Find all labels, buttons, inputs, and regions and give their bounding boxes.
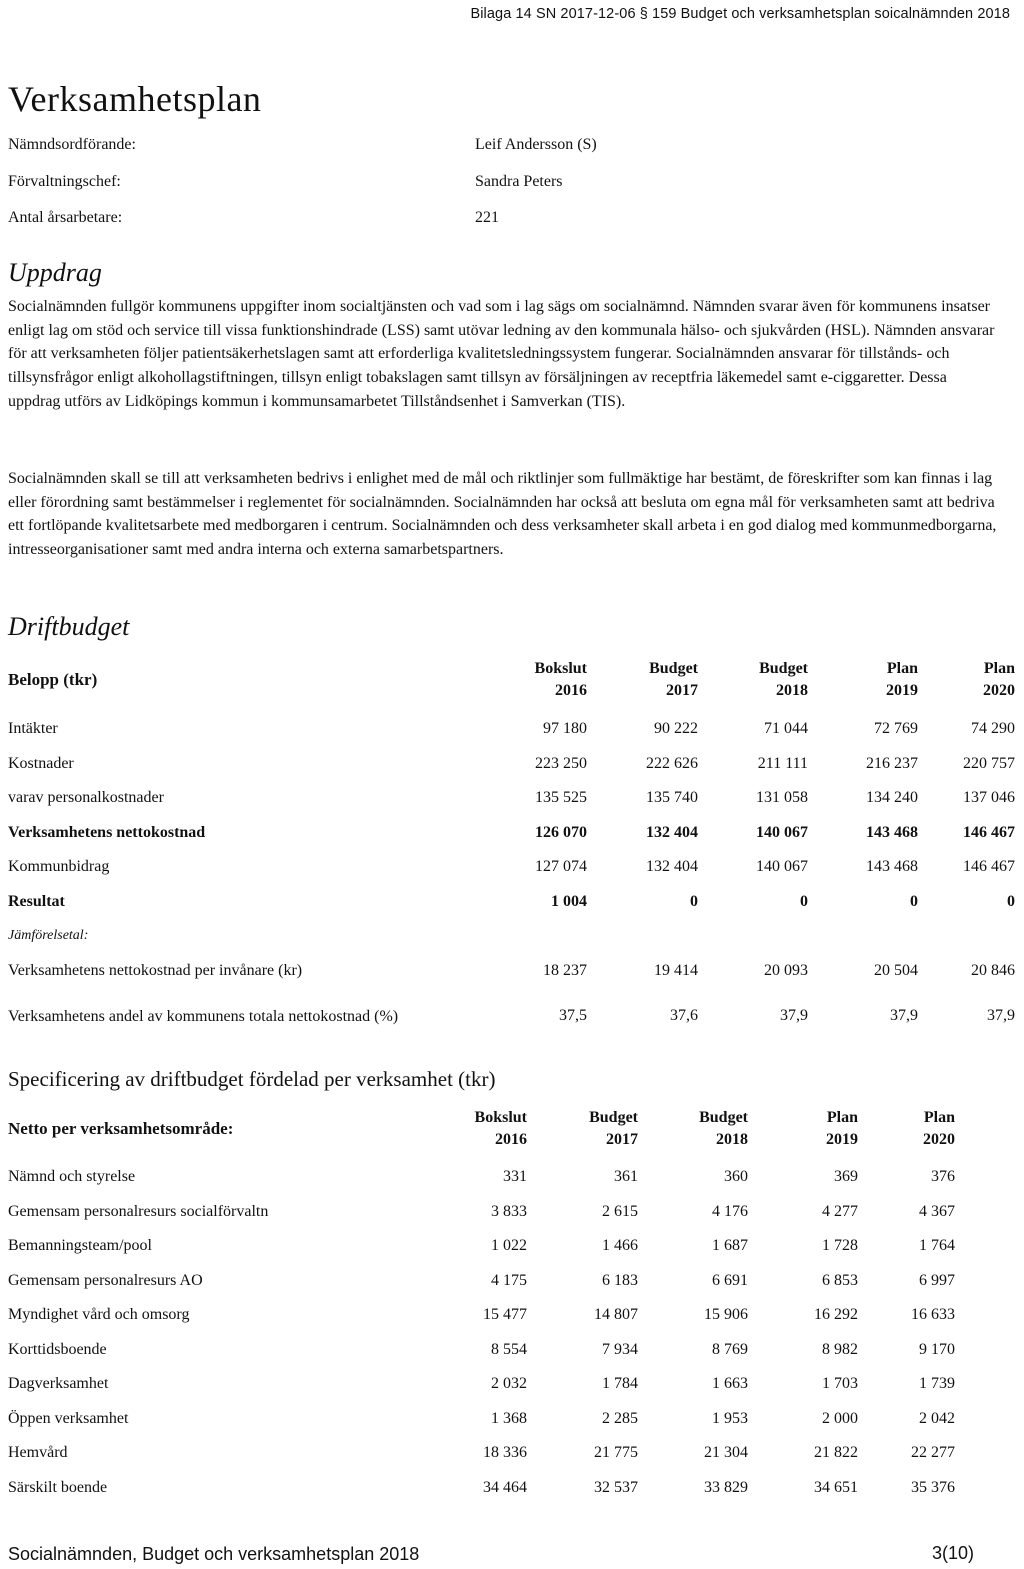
- cell-value: 146 467: [963, 823, 1015, 841]
- cell-value: 8 982: [822, 1340, 858, 1358]
- column-header-label: Netto per verksamhetsområde:: [8, 1119, 234, 1138]
- table-row: [8, 712, 1015, 747]
- table-row: [8, 1160, 955, 1195]
- row-label: Bemanningsteam/pool: [8, 1237, 152, 1255]
- cell-value: 1 368: [491, 1409, 527, 1427]
- cell-value: 6 853: [822, 1271, 858, 1289]
- table-row: [8, 1229, 955, 1264]
- table-row-subheading: [8, 919, 1015, 954]
- cell-value: 222 626: [646, 754, 698, 772]
- cell-value: 376: [931, 1168, 955, 1186]
- cell-value: 20 846: [971, 961, 1015, 979]
- cell-value: 1 739: [919, 1375, 955, 1393]
- cell-value: 2 285: [602, 1409, 638, 1427]
- table-row: [8, 850, 1015, 885]
- cell-value: 2 000: [822, 1409, 858, 1427]
- page-header: Bilaga 14 SN 2017-12-06 § 159 Budget och verksamhetsplan soicalnämnden 2018: [470, 6, 1010, 22]
- cell-value: 0: [690, 892, 698, 910]
- column-header: Budget 2018: [699, 1109, 748, 1148]
- table-row: [8, 1298, 955, 1333]
- table-row: [8, 1367, 955, 1402]
- row-label: Hemvård: [8, 1444, 68, 1462]
- cell-value: 16 292: [814, 1306, 858, 1324]
- cell-value: 22 277: [911, 1444, 955, 1462]
- footer-title: Socialnämnden, Budget och verksamhetsplan 2018: [8, 1544, 420, 1564]
- cell-value: 16 633: [911, 1306, 955, 1324]
- cell-value: 140 067: [756, 858, 808, 876]
- row-label: Gemensam personalresurs AO: [8, 1271, 203, 1289]
- specificering-heading: Specificering av driftbudget fördelad per verksamhet (tkr): [8, 1067, 496, 1091]
- page-number: 3(10): [931, 1543, 974, 1563]
- cell-value: 21 822: [814, 1444, 858, 1462]
- table-row: [8, 1195, 955, 1230]
- meta-value: Leif Andersson (S): [475, 136, 597, 153]
- cell-value: 361: [614, 1168, 638, 1186]
- cell-value: 20 093: [764, 961, 808, 979]
- cell-value: [587, 919, 698, 954]
- column-header: Plan 2019: [826, 1109, 858, 1148]
- row-label: Jämförelsetal:: [8, 928, 89, 944]
- cell-value: 1 466: [602, 1237, 638, 1255]
- cell-value: 20 504: [874, 961, 918, 979]
- cell-value: 8 554: [491, 1340, 527, 1358]
- column-header: Bokslut 2016: [474, 1109, 527, 1148]
- meta-label: Antal årsarbetare:: [8, 209, 123, 226]
- row-label: Verksamhetens nettokostnad: [8, 823, 206, 841]
- table-row: [8, 1264, 955, 1299]
- uppdrag-heading: Uppdrag: [8, 258, 102, 287]
- column-header: Plan 2020: [923, 1109, 955, 1148]
- cell-value: 15 477: [483, 1306, 527, 1324]
- cell-value: 3 833: [491, 1202, 527, 1220]
- row-label: Verksamhetens nettokostnad per invånare (kr): [8, 961, 303, 979]
- cell-value: 131 058: [756, 789, 808, 807]
- cell-value: 1 022: [491, 1237, 527, 1255]
- cell-value: 135 525: [535, 789, 587, 807]
- meta-label: Förvaltningschef:: [8, 172, 121, 190]
- cell-value: 0: [910, 892, 918, 910]
- column-header: Budget 2018: [759, 660, 808, 699]
- cell-value: 34 651: [814, 1478, 858, 1496]
- driftbudget-table: [8, 648, 1015, 1044]
- cell-value: 127 074: [535, 858, 587, 876]
- cell-value: 4 367: [919, 1202, 955, 1220]
- meta-row-head: [8, 173, 708, 210]
- cell-value: [483, 919, 587, 954]
- cell-value: 21 304: [704, 1444, 748, 1462]
- cell-value: [698, 919, 808, 954]
- cell-value: 33 829: [704, 1478, 748, 1496]
- row-label: Öppen verksamhet: [8, 1409, 129, 1427]
- row-label: Särskilt boende: [8, 1478, 108, 1496]
- cell-value: 37,9: [890, 1007, 918, 1024]
- cell-value: 331: [503, 1168, 527, 1186]
- cell-value: 15 906: [704, 1306, 748, 1324]
- cell-value: 9 170: [919, 1340, 955, 1358]
- cell-value: 0: [800, 892, 808, 910]
- cell-value: 1 764: [919, 1237, 955, 1255]
- column-header: Budget 2017: [589, 1109, 638, 1148]
- cell-value: 97 180: [543, 720, 587, 738]
- table-row: [8, 954, 1015, 989]
- table-header-row: [8, 648, 1015, 712]
- cell-value: 7 934: [602, 1340, 638, 1358]
- cell-value: 1 004: [551, 892, 587, 910]
- driftbudget-heading: Driftbudget: [8, 612, 130, 641]
- cell-value: 37,9: [780, 1007, 808, 1024]
- table-row: [8, 988, 1015, 1044]
- cell-value: 2 032: [491, 1375, 527, 1393]
- cell-value: 220 757: [963, 754, 1015, 772]
- cell-value: 1 784: [602, 1375, 638, 1393]
- table-row: [8, 1436, 955, 1471]
- cell-value: 146 467: [963, 858, 1015, 876]
- cell-value: [918, 919, 1015, 954]
- cell-value: 2 615: [602, 1202, 638, 1220]
- table-row: [8, 781, 1015, 816]
- cell-value: 71 044: [764, 720, 808, 738]
- cell-value: 4 175: [491, 1271, 527, 1289]
- cell-value: 34 464: [483, 1478, 527, 1496]
- cell-value: 134 240: [866, 789, 918, 807]
- cell-value: 369: [834, 1168, 858, 1186]
- page-title: Verksamhetsplan: [8, 79, 262, 119]
- cell-value: 223 250: [535, 754, 587, 772]
- cell-value: 21 775: [594, 1444, 638, 1462]
- cell-value: 6 691: [712, 1271, 748, 1289]
- cell-value: 1 703: [822, 1375, 858, 1393]
- column-header: Plan 2019: [886, 660, 918, 699]
- cell-value: 132 404: [646, 823, 698, 841]
- cell-value: 137 046: [963, 789, 1015, 807]
- cell-value: 1 663: [712, 1375, 748, 1393]
- cell-value: 360: [724, 1168, 748, 1186]
- specificering-table: [8, 1098, 955, 1505]
- cell-value: 211 111: [757, 754, 808, 772]
- cell-value: 74 290: [971, 720, 1015, 738]
- cell-value: 135 740: [646, 789, 698, 807]
- cell-value: 6 183: [602, 1271, 638, 1289]
- cell-value: 19 414: [654, 961, 698, 979]
- cell-value: 32 537: [594, 1478, 638, 1496]
- cell-value: 216 237: [866, 754, 918, 772]
- cell-value: 18 237: [543, 961, 587, 979]
- column-header: Plan 2020: [983, 660, 1015, 699]
- row-label: Intäkter: [8, 720, 58, 738]
- row-label: Verksamhetens andel av kommunens totala nettokostnad (%): [8, 1007, 399, 1025]
- row-label: Gemensam personalresurs socialförvaltn: [8, 1202, 269, 1220]
- row-label: Korttidsboende: [8, 1340, 107, 1358]
- table-row: [8, 1402, 955, 1437]
- cell-value: 90 222: [654, 720, 698, 738]
- row-label: Nämnd och styrelse: [8, 1168, 136, 1186]
- table-row-result: [8, 885, 1015, 920]
- row-label: Dagverksamhet: [8, 1375, 109, 1393]
- table-row-total: [8, 816, 1015, 851]
- cell-value: 4 277: [822, 1202, 858, 1220]
- cell-value: 14 807: [594, 1306, 638, 1324]
- row-label: Kommunbidrag: [8, 858, 110, 876]
- cell-value: 132 404: [646, 858, 698, 876]
- meta-info: [8, 136, 708, 246]
- table-row: [8, 1333, 955, 1368]
- cell-value: 6 997: [919, 1271, 955, 1289]
- cell-value: 126 070: [535, 823, 587, 841]
- row-label: Resultat: [8, 892, 65, 910]
- uppdrag-paragraph-1: Socialnämnden fullgör kommunens uppgifter inom socialtjänsten och vad som i lag sägs om socialnämnd. Nämnden svarar även för kommunens insatser enligt lag om stöd och service till vissa funktionshindrade (LSS) samt utövar ledning av den kommunala hälso- och sjukvården (HSL). Nämnden ansvarar för att verksamheten följer patientsäkerhetslagen samt att erforderliga kvalitetsledningssystem fungerar. Socialnämnden ansvarar för tillstånds- och tillsynsfrågor enligt alkohollagstiftningen, tillsyn enligt tobakslagen samt tillsyn av försäljningen av receptfria läkemedel samt e-ciggaretter. Dessa uppdrag utförs av Lidköpings kommun i kommunsamarbetet Tillståndsenhet i Samverkan (TIS).: [8, 298, 995, 410]
- cell-value: 0: [1007, 892, 1015, 910]
- meta-value: 221: [475, 209, 499, 226]
- cell-value: 8 769: [712, 1340, 748, 1358]
- cell-value: 143 468: [866, 823, 918, 841]
- row-label: Kostnader: [8, 754, 74, 772]
- column-header: Bokslut 2016: [534, 660, 587, 699]
- cell-value: 1 728: [822, 1237, 858, 1255]
- table-row: [8, 747, 1015, 782]
- cell-value: 37,9: [987, 1007, 1015, 1024]
- cell-value: 143 468: [866, 858, 918, 876]
- uppdrag-paragraph-2: Socialnämnden skall se till att verksamheten bedrivs i enlighet med de mål och riktlinjer som fullmäktige har bestämt, de föreskrifter som kan finnas i lag eller förordning samt bestämmelser i reglementet för socialnämnden. Socialnämnden har också att besluta om egna mål för verksamheten samt att bedriva ett fortlöpande kvalitetsarbete med medborgaren i centrum. Socialnämnden och dess verksamheter skall arbeta i en god dialog med kommunmedborgarna, intresseorganisationer samt med andra interna och externa samarbetspartners.: [8, 470, 997, 559]
- cell-value: 72 769: [874, 720, 918, 738]
- table-header-row: [8, 1098, 955, 1160]
- cell-value: 1 953: [712, 1409, 748, 1427]
- meta-row-chair: [8, 136, 708, 173]
- cell-value: 4 176: [712, 1202, 748, 1220]
- cell-value: 1 687: [712, 1237, 748, 1255]
- column-header: Budget 2017: [649, 660, 698, 699]
- cell-value: 140 067: [756, 823, 808, 841]
- meta-label: Nämndsordförande:: [8, 136, 136, 153]
- row-label: Myndighet vård och omsorg: [8, 1306, 190, 1324]
- cell-value: 35 376: [911, 1478, 955, 1496]
- meta-row-staff: [8, 209, 708, 246]
- cell-value: 37,6: [670, 1007, 698, 1024]
- row-label: varav personalkostnader: [8, 789, 164, 807]
- cell-value: [808, 919, 918, 954]
- table-row: [8, 1471, 955, 1506]
- meta-value: Sandra Peters: [475, 172, 563, 190]
- cell-value: 2 042: [919, 1409, 955, 1427]
- cell-value: 18 336: [483, 1444, 527, 1462]
- cell-value: 37,5: [559, 1007, 587, 1024]
- column-header-label: Belopp (tkr): [8, 670, 98, 689]
